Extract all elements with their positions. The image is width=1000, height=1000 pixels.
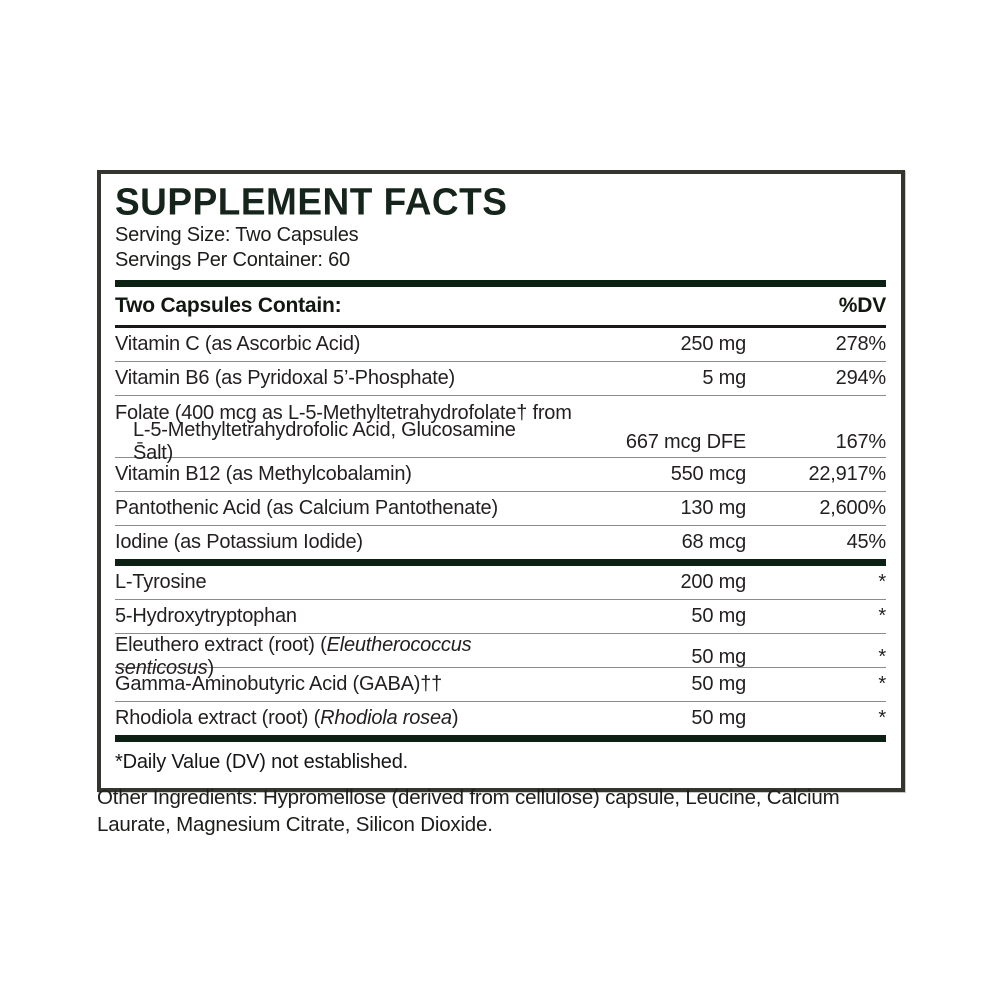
nutrient-amount: 550 mcg <box>670 463 746 485</box>
nutrient-row-vitamin-b12 <box>115 458 886 492</box>
nutrient-label <box>115 463 541 486</box>
nutrient-label <box>115 333 541 356</box>
nutrient-dv: 45% <box>846 531 886 553</box>
nutrient-amount: 50 mg <box>691 645 746 668</box>
nutrient-amount: 130 mg <box>680 497 746 519</box>
nutrient-dv: 22,917% <box>808 463 886 485</box>
nutrient-dv: * <box>878 605 886 627</box>
nutrient-label <box>115 531 541 554</box>
panel-title: SUPPLEMENT FACTS <box>115 181 508 223</box>
nutrient-label-text: Gamma-Aminobutyric Acid (GABA)†† <box>115 673 443 695</box>
header-dv-label: %DV <box>838 294 886 317</box>
nutrient-label <box>115 571 541 594</box>
nutrient-row-rhodiola <box>115 702 886 735</box>
nutrient-row-vitamin-c <box>115 328 886 362</box>
divider-thick-middle <box>115 559 886 566</box>
other-ingredients-text: Other Ingredients: Hypromellose (derived from cellulose) capsule, Leucine, Calcium Laurate, Magnesium Citrate, Silicon Dioxide. <box>97 786 840 836</box>
nutrient-label-suffix: ) <box>451 707 459 729</box>
nutrient-label-text: Rhodiola extract (root) ( <box>115 707 321 729</box>
nutrient-label-text: Vitamin C (as Ascorbic Acid) <box>115 333 361 355</box>
nutrient-amount: 5 mg <box>702 367 746 389</box>
nutrient-amount: 200 mg <box>680 571 746 593</box>
nutrient-row-gaba <box>115 668 886 702</box>
nutrient-label <box>115 707 541 730</box>
nutrient-label-line1: Folate (400 mcg as L-5-Methyltetrahydrofolate† from <box>115 401 572 424</box>
serving-size: Serving Size: Two Capsules <box>115 224 359 246</box>
nutrient-label-latin: Rhodiola rosea <box>320 707 452 729</box>
nutrient-dv: 294% <box>835 367 886 389</box>
nutrient-label-text: Iodine (as Potassium Iodide) <box>115 531 363 553</box>
nutrient-dv: * <box>878 645 886 668</box>
daily-value-footnote: *Daily Value (DV) not established. <box>115 751 408 773</box>
nutrient-label <box>115 673 541 696</box>
nutrient-dv: * <box>878 707 886 729</box>
nutrient-row-pantothenic-acid <box>115 492 886 526</box>
divider-thick-top <box>115 280 886 287</box>
nutrient-amount: 50 mg <box>691 673 746 695</box>
nutrient-label <box>115 497 541 520</box>
supplement-facts-panel <box>97 170 905 792</box>
facts-header-row <box>115 287 886 325</box>
nutrient-row-5-htp <box>115 600 886 634</box>
nutrient-amount: 250 mg <box>680 333 746 355</box>
nutrient-row-eleuthero <box>115 634 886 679</box>
nutrient-dv: 2,600% <box>819 497 886 519</box>
nutrient-label-text: Vitamin B12 (as Methylcobalamin) <box>115 463 412 485</box>
divider-thick-bottom <box>115 735 886 742</box>
nutrient-label-suffix: ) <box>207 657 214 679</box>
nutrient-dv: * <box>878 673 886 695</box>
nutrient-label-text: Eleuthero extract (root) ( <box>115 634 327 656</box>
nutrient-label <box>115 605 541 628</box>
nutrient-label <box>115 367 541 390</box>
nutrient-row-l-tyrosine <box>115 566 886 600</box>
servings-per-container: Servings Per Container: 60 <box>115 249 350 271</box>
header-contain-label: Two Capsules Contain: <box>115 294 342 317</box>
nutrient-dv: 278% <box>835 333 886 355</box>
nutrient-row-vitamin-b6 <box>115 362 886 396</box>
nutrient-label-text: Pantothenic Acid (as Calcium Pantothenate) <box>115 497 498 519</box>
nutrient-amount: 667 mcg DFE <box>625 430 746 453</box>
nutrient-label-text: L-Tyrosine <box>115 571 207 593</box>
nutrient-dv: 167% <box>835 430 886 453</box>
nutrient-row-folate <box>115 396 886 464</box>
nutrient-dv: * <box>878 571 886 593</box>
nutrient-label-latin: Eleutherococcus senticosus <box>115 634 472 679</box>
nutrient-amount: 50 mg <box>691 605 746 627</box>
nutrient-label-text: 5-Hydroxytryptophan <box>115 605 297 627</box>
facts-table <box>115 328 886 776</box>
nutrient-label-text: Vitamin B6 (as Pyridoxal 5’-Phosphate) <box>115 367 455 389</box>
nutrient-label-line2: L-5-Methyltetrahydrofolic Acid, Glucosamine S̄alt) <box>133 419 516 464</box>
nutrient-amount: 68 mcg <box>681 531 746 553</box>
nutrient-row-iodine <box>115 526 886 559</box>
nutrient-amount: 50 mg <box>691 707 746 729</box>
